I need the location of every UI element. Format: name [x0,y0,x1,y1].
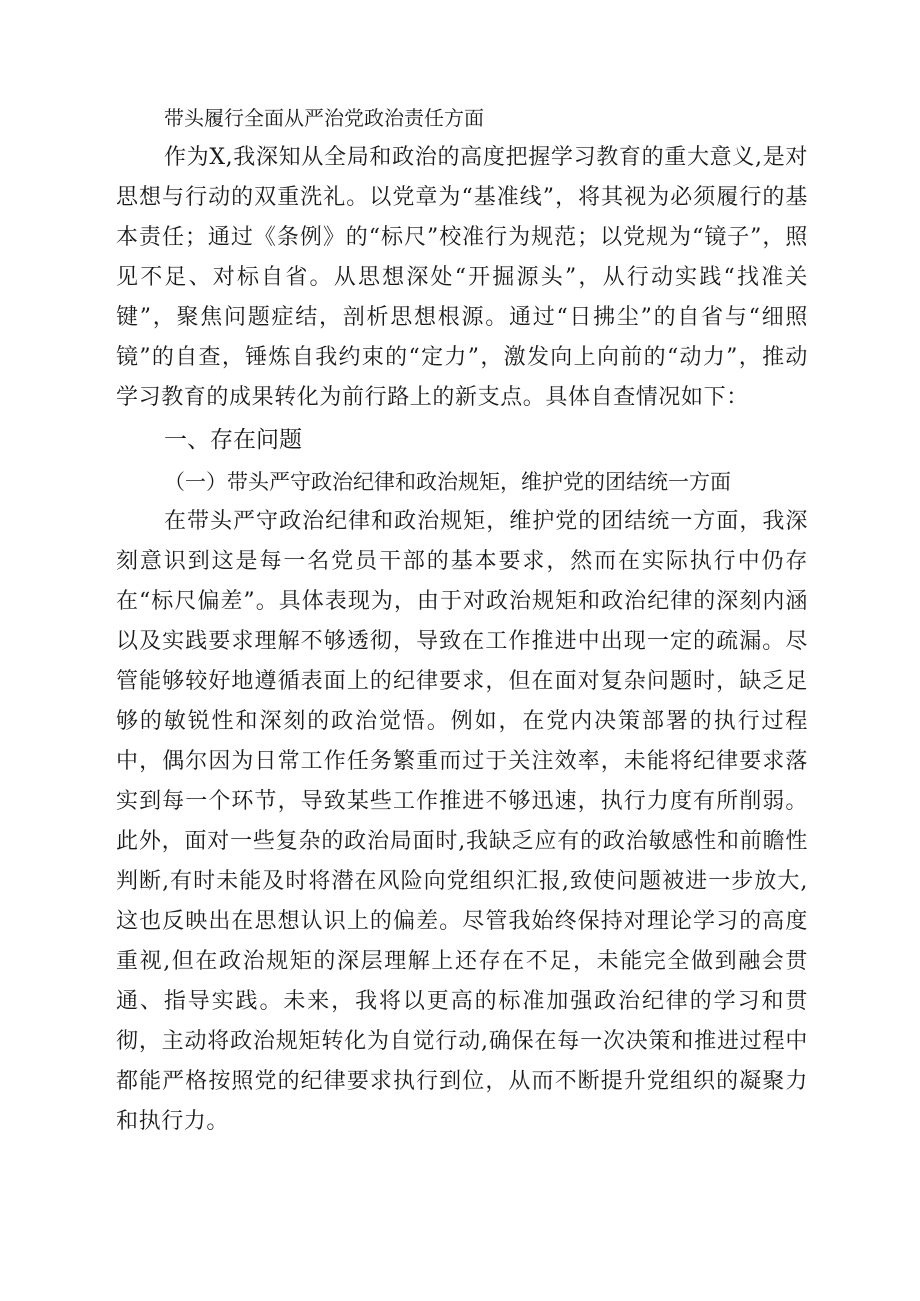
document-content [116,98,808,1142]
intro-paragraph: 作为X,我深知从全局和政治的高度把握学习教育的重大意义,是对思想与行动的双重洗礼。以党章为“基准线”，将其视为必须履行的基本责任；通过《条例》的“标尺”校准行为规范；以党规为“镜子”，照见不足、对标自省。从思想深处“开掘源头”，从行动实践“找准关键”，聚焦问题症结，剖析思想根源。通过“日拂尘”的自省与“细照镜”的自查，锤炼自我约束的“定力”，激发向上向前的“动力”，推动学习教育的成果转化为前行路上的新支点。具体自查情况如下： [116,145,808,410]
body-paragraph: 在带头严守政治纪律和政治规矩，维护党的团结统一方面，我深刻意识到这是每一名党员干部的基本要求，然而在实际执行中仍存在“标尺偏差”。具体表现为，由于对政治规矩和政治纪律的深刻内涵以及实践要求理解不够透彻，导致在工作推进中出现一定的疏漏。尽管能够较好地遵循表面上的纪律要求，但在面对复杂问题时，缺乏足够的敏锐性和深刻的政治觉悟。例如，在党内决策部署的执行过程中，偶尔因为日常工作任务繁重而过于关注效率，未能将纪律要求落实到每一个环节，导致某些工作推进不够迅速，执行力度有所削弱。此外，面对一些复杂的政治局面时,我缺乏应有的政治敏感性和前瞻性判断,有时未能及时将潜在风险向党组织汇报,致使问题被进一步放大,这也反映出在思想认识上的偏差。尽管我始终保持对理论学习的高度重视,但在政治规矩的深层理解上还存在不足，未能完全做到融会贯通、指导实践。未来，我将以更高的标准加强政治纪律的学习和贯彻，主动将政治规矩转化为自觉行动,确保在每一次决策和推进过程中都能严格按照党的纪律要求执行到位，从而不断提升党组织的凝聚力和执行力。 [116,509,808,1134]
section-title: 一、存在问题 [164,427,302,453]
subsection-title: （一）带头严守政治纪律和政治规矩，维护党的团结统一方面 [164,470,731,494]
topic-heading: 带头履行全面从严治党政治责任方面 [164,106,484,130]
